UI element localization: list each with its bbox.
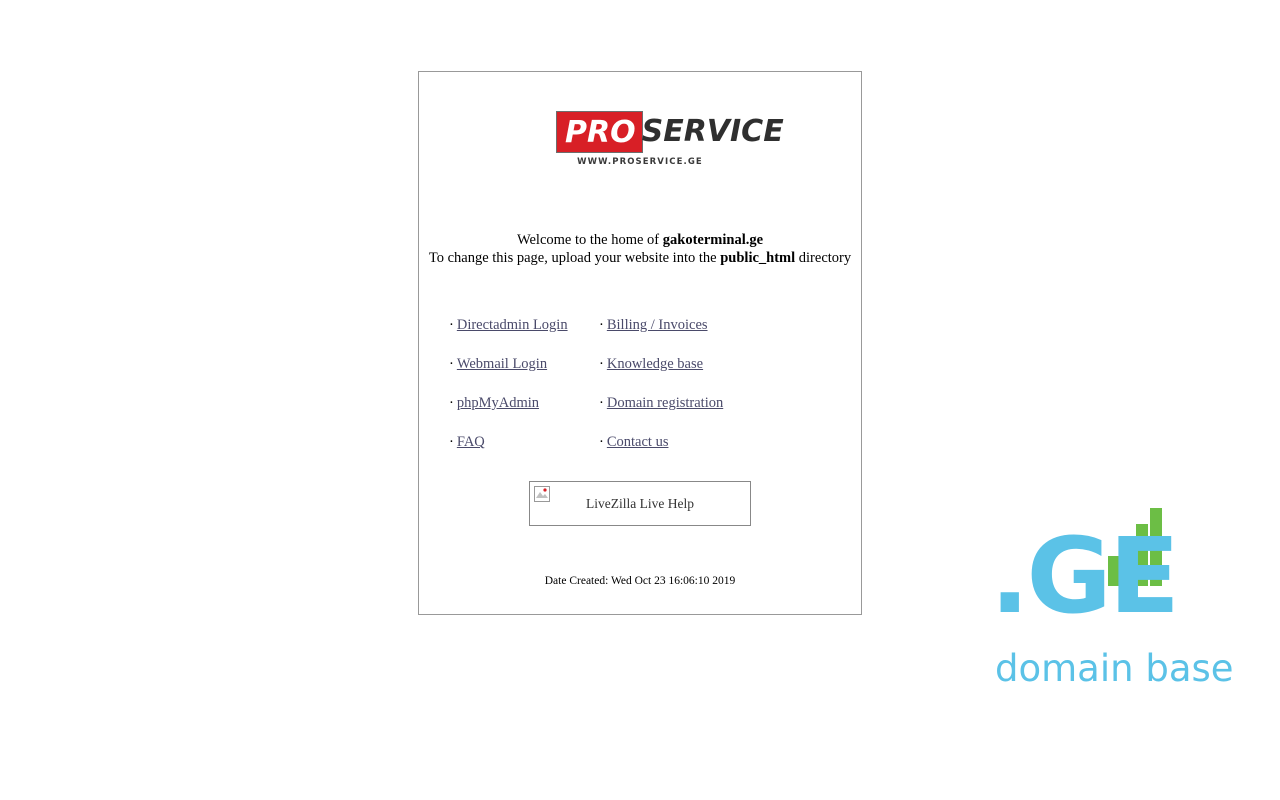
- logo-wordmark: [556, 111, 784, 155]
- bullet-icon: ·: [449, 317, 454, 333]
- links-table: [449, 317, 723, 473]
- domain-name: gakoterminal.ge: [662, 232, 764, 248]
- livezilla-live-help-image[interactable]: [529, 481, 751, 526]
- bullet-icon: ·: [599, 356, 604, 372]
- site-default-page-panel: [418, 71, 862, 615]
- bullet-icon: ·: [599, 317, 604, 333]
- welcome-message: [419, 231, 861, 267]
- bullet-icon: ·: [449, 434, 454, 450]
- welcome-line-1: [419, 231, 861, 249]
- links-row: [449, 317, 723, 356]
- link-domain-registration[interactable]: Domain registration: [606, 395, 724, 411]
- links-row: [449, 356, 723, 395]
- logo-graphic: [556, 111, 784, 173]
- link-faq[interactable]: FAQ: [456, 434, 485, 450]
- upload-instructions-prefix: To change this page, upload your website into the: [428, 250, 721, 266]
- link-billing-invoices[interactable]: Billing / Invoices: [606, 317, 708, 333]
- welcome-prefix: Welcome to the home of: [516, 232, 663, 248]
- link-directadmin-login[interactable]: Directadmin Login: [456, 317, 568, 333]
- logo-service-text: SERVICE: [641, 114, 784, 149]
- proservice-logo: [419, 111, 861, 178]
- ge-logo-text: .GE: [990, 515, 1177, 637]
- link-cell-phpmyadmin: [449, 395, 599, 434]
- link-phpmyadmin[interactable]: phpMyAdmin: [456, 395, 540, 411]
- ge-logo-subtitle: domain base: [995, 647, 1234, 690]
- link-webmail-login[interactable]: Webmail Login: [456, 356, 548, 372]
- link-cell-webmail: [449, 356, 599, 395]
- link-cell-billing: [599, 317, 723, 356]
- livezilla-alt-text: LiveZilla Live Help: [586, 495, 694, 511]
- date-created-text: Date Created: Wed Oct 23 16:06:10 2019: [544, 575, 736, 587]
- upload-instructions-suffix: directory: [795, 250, 852, 266]
- bullet-icon: ·: [599, 434, 604, 450]
- livezilla-image-inner: [530, 482, 750, 525]
- logo-pro-text: PRO: [556, 111, 643, 153]
- link-contact-us[interactable]: Contact us: [606, 434, 669, 450]
- logo-url-text: WWW.PROSERVICE.GE: [577, 157, 703, 167]
- welcome-line-2: [419, 249, 861, 267]
- link-cell-contact-us: [599, 434, 723, 473]
- links-section: [449, 317, 833, 473]
- link-cell-faq: [449, 434, 599, 473]
- links-row: [449, 434, 723, 473]
- link-knowledge-base[interactable]: Knowledge base: [606, 356, 704, 372]
- links-row: [449, 395, 723, 434]
- link-cell-knowledge-base: [599, 356, 723, 395]
- public-html-directory: public_html: [720, 250, 796, 266]
- bullet-icon: ·: [599, 395, 604, 411]
- link-cell-domain-registration: [599, 395, 723, 434]
- ge-domain-base-logo: [960, 505, 1260, 715]
- bullet-icon: ·: [449, 395, 454, 411]
- bullet-icon: ·: [449, 356, 454, 372]
- link-cell-directadmin: [449, 317, 599, 356]
